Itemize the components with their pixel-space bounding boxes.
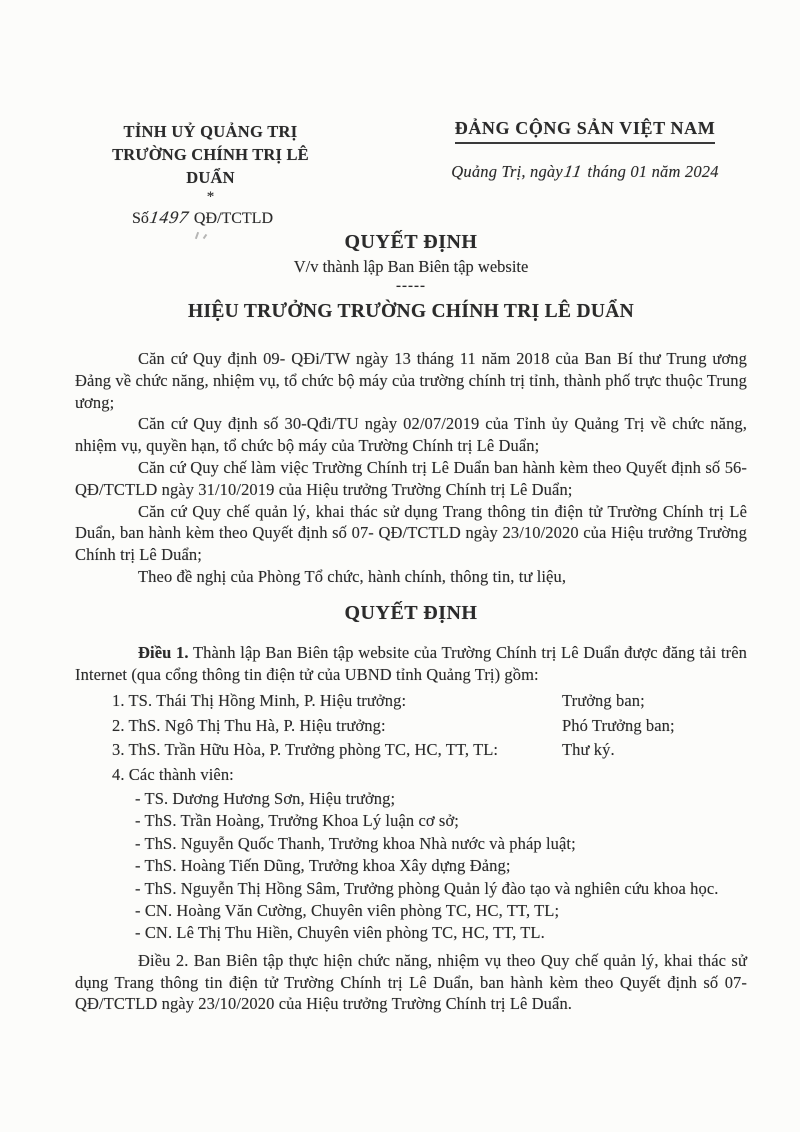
national-motto-block (418, 118, 752, 182)
preamble-paragraph: Theo đề nghị của Phòng Tổ chức, hành chính, thông tin, tư liệu, (138, 566, 567, 586)
article-1-intro (75, 642, 747, 686)
preamble-paragraph: Căn cứ Quy định số 30-Qđi/TU ngày 02/07/2019 của Tỉnh ủy Quảng Trị về chức năng, nhiệm vụ, quyền hạn, tổ chức bộ máy của Trường Chính trị Lê Duẩn; (75, 414, 747, 456)
document-body (75, 230, 747, 1015)
org-parent: TỈNH UỶ QUẢNG TRỊ (123, 122, 298, 141)
sub-member-row: - CN. Lê Thị Thu Hiền, Chuyên viên phòng TC, HC, TT, TL. (135, 923, 545, 943)
preamble-section (75, 348, 747, 588)
member-role: Trưởng ban; (562, 691, 645, 711)
place-date-line (418, 161, 752, 182)
member-row (75, 738, 747, 762)
document-subject: V/v thành lập Ban Biên tập website (293, 257, 529, 276)
party-name-line: ĐẢNG CỘNG SẢN VIỆT NAM (455, 118, 716, 144)
issuing-authority-title: HIỆU TRƯỞNG TRƯỜNG CHÍNH TRỊ LÊ DUẨN (188, 301, 634, 322)
date-suffix: tháng 01 năm 2024 (583, 162, 719, 181)
org-name: TRƯỜNG CHÍNH TRỊ LÊ DUẨN (112, 145, 309, 187)
member-row (75, 714, 747, 738)
article-2 (75, 950, 747, 1015)
date-prefix: Quảng Trị, ngày (451, 162, 563, 181)
issuing-org-block (88, 120, 333, 230)
document-number-prefix: Số (131, 210, 149, 227)
board-members-list (75, 689, 747, 787)
member-row (75, 689, 747, 713)
decision-heading: QUYẾT ĐỊNH (344, 601, 478, 624)
article-2-paragraph (75, 950, 747, 1015)
article-1 (75, 642, 747, 686)
star-separator: * (206, 189, 215, 205)
member-name: 2. ThS. Ngô Thị Thu Hà, P. Hiệu trưởng: (112, 715, 386, 735)
preamble-paragraph: Căn cứ Quy định 09- QĐi/TW ngày 13 tháng 11 năm 2018 của Ban Bí thư Trung ương Đảng về chức năng, nhiệm vụ, tổ chức bộ máy của trường chính trị tỉnh, thành phố trực thuộc Trung ương; (75, 349, 747, 412)
date-day-handwritten: 11 (562, 161, 584, 181)
article-2-label: Điều 2. (138, 950, 189, 970)
document-number (80, 206, 325, 230)
member-role: Thư ký. (562, 740, 615, 760)
member-name: 3. ThS. Trần Hữu Hòa, P. Trưởng phòng TC, HC, TT, TL: (112, 740, 499, 760)
sub-member-row: - TS. Dương Hương Sơn, Hiệu trưởng; (135, 788, 396, 808)
member-row (75, 763, 747, 787)
article-2-text: Ban Biên tập thực hiện chức năng, nhiệm vụ theo Quy chế quản lý, khai thác sử dụng Trang thông tin điện tử Trường Chính trị Lê Duẩn, ban hành kèm theo Quyết định số 07- QĐ/TCTLD ngày 23/10/2020 của Hiệu trưởng Trường Chính trị Lê Duẩn. (75, 950, 747, 1014)
sub-member-row: - ThS. Nguyễn Quốc Thanh, Trưởng khoa Nhà nước và pháp luật; (135, 833, 576, 853)
sub-member-row: - CN. Hoàng Văn Cường, Chuyên viên phòng TC, HC, TT, TL; (135, 901, 560, 921)
sub-member-row: - ThS. Nguyễn Thị Hồng Sâm, Trưởng phòng Quản lý đào tạo và nghiên cứu khoa học. (135, 878, 719, 898)
committee-sub-members-list (75, 788, 747, 945)
article-1-label: Điều 1. (138, 642, 189, 662)
document-number-handwritten: 1497 (148, 207, 191, 227)
sub-member-row: - ThS. Hoàng Tiến Dũng, Trưởng khoa Xây dựng Đảng; (135, 856, 511, 876)
title-separator: ----- (396, 278, 426, 294)
member-role: Phó Trưởng ban; (562, 715, 675, 735)
preamble-paragraph: Căn cứ Quy chế làm việc Trường Chính trị Lê Duẩn ban hành kèm theo Quyết định số 56-QĐ/TCTLD ngày 31/10/2019 của Hiệu trưởng Trường Chính trị Lê Duẩn; (75, 457, 747, 499)
article-1-intro-text: Thành lập Ban Biên tập website của Trường Chính trị Lê Duẩn được đăng tải trên Internet (qua cổng thông tin điện tử của UBND tỉnh Quảng Trị) gồm: (75, 642, 747, 684)
document-number-suffix: QĐ/TCTLD (189, 210, 273, 227)
document-title: QUYẾT ĐỊNH (344, 231, 478, 253)
sub-member-row: - ThS. Trần Hoàng, Trưởng Khoa Lý luận cơ sở; (135, 811, 459, 831)
member-name: 4. Các thành viên: (112, 764, 234, 784)
member-name: 1. TS. Thái Thị Hồng Minh, P. Hiệu trưởng: (112, 691, 407, 711)
preamble-paragraph: Căn cứ Quy chế quản lý, khai thác sử dụng Trang thông tin điện tử Trường Chính trị Lê Duẩn, ban hành kèm theo Quyết định số 07- QĐ/TCTLD ngày 23/10/2020 của Hiệu trưởng Trường Chính trị Lê Duẩn; (75, 501, 747, 565)
